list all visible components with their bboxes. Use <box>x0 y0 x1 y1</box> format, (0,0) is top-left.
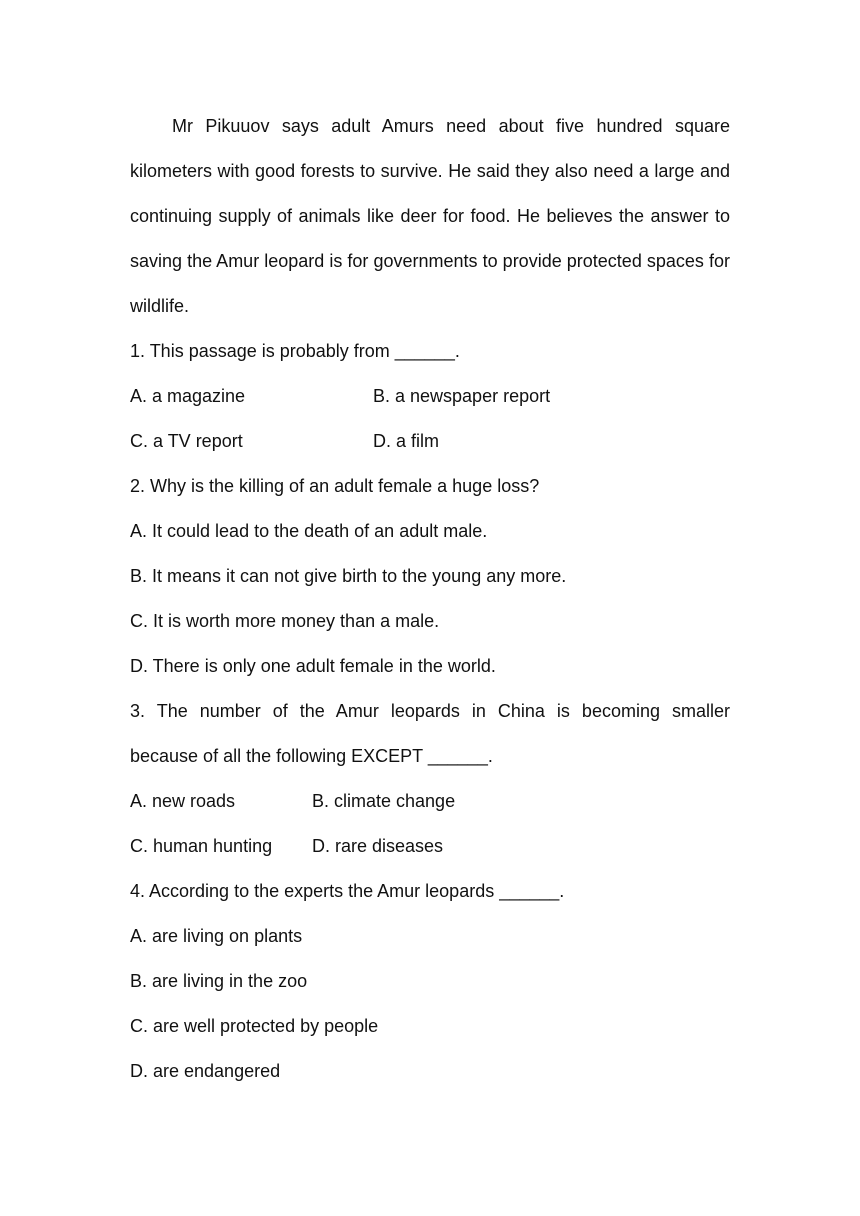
question-3-option-c: C. human hunting <box>130 836 273 856</box>
question-2-option-d: D. There is only one adult female in the world. <box>130 656 496 676</box>
question-1-option-c: C. a TV report <box>130 431 243 451</box>
question-4-option-b: B. are living in the zoo <box>130 971 308 991</box>
question-1-option-d: D. a film <box>373 431 440 451</box>
question-3-options-row-2 <box>130 824 730 869</box>
question-2-option-a: A. It could lead to the death of an adult male. <box>130 521 488 541</box>
question-1-option-b: B. a newspaper report <box>373 386 551 406</box>
question-2-option-c: C. It is worth more money than a male. <box>130 611 440 631</box>
question-3-stem-line-1: 3. The number of the Amur leopards in China is becoming smaller <box>130 701 730 721</box>
question-3-option-d: D. rare diseases <box>312 836 444 856</box>
document-page <box>130 104 730 1094</box>
question-4-option-d: D. are endangered <box>130 1061 281 1081</box>
question-1-option-a: A. a magazine <box>130 386 246 406</box>
question-1-options-row-2 <box>130 419 730 464</box>
question-3-options-row-1 <box>130 779 730 824</box>
question-1-options-row-1 <box>130 374 730 419</box>
question-2-option-b: B. It means it can not give birth to the young any more. <box>130 566 567 586</box>
question-3-option-b: B. climate change <box>312 791 456 811</box>
question-4-stem: 4. According to the experts the Amur leopards ______. <box>130 881 565 901</box>
question-4-option-a: A. are living on plants <box>130 926 303 946</box>
question-4-option-c: C. are well protected by people <box>130 1016 379 1036</box>
question-3-option-a: A. new roads <box>130 791 236 811</box>
passage-paragraph: Mr Pikuuov says adult Amurs need about five hundred square kilometers with good forests to survive. He said they also need a large and continuing supply of animals like deer for food. He believes the answer to saving the Amur leopard is for governments to provide protected spaces for wildlife. <box>130 116 730 316</box>
question-3-stem-line-2: because of all the following EXCEPT ______. <box>130 746 493 766</box>
question-2-stem: 2. Why is the killing of an adult female a huge loss? <box>130 476 540 496</box>
question-1-stem: 1. This passage is probably from ______. <box>130 341 460 361</box>
